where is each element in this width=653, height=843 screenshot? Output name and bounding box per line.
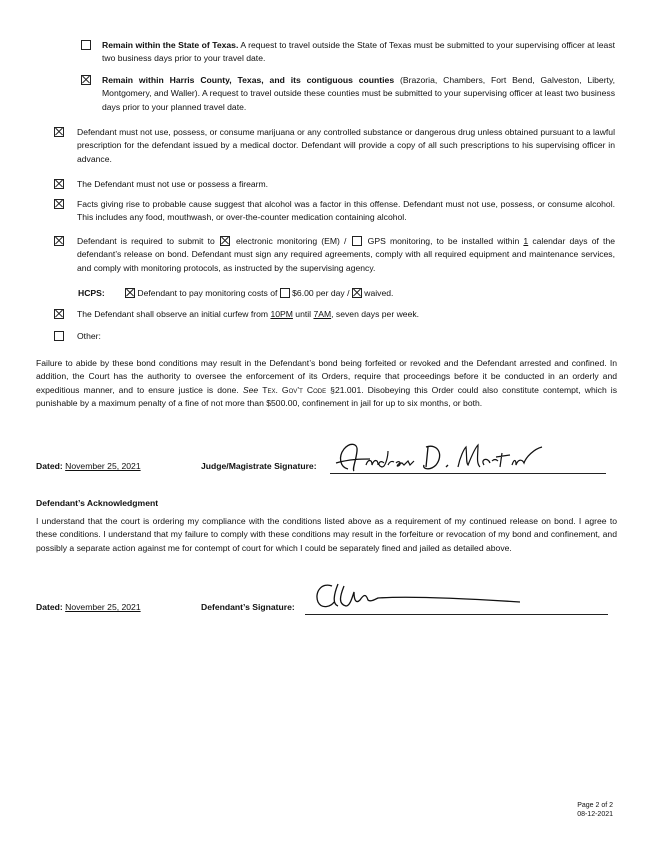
checkbox-alcohol[interactable] <box>54 199 64 209</box>
acknowledgment-title: Defendant’s Acknowledgment <box>36 498 159 508</box>
failure-paragraph <box>36 357 617 410</box>
curfew-from: 10PM <box>270 309 293 319</box>
checkbox-curfew[interactable] <box>54 309 64 319</box>
defendant-signature-label: Defendant’s Signature: <box>201 602 295 612</box>
hcps-line <box>78 287 598 300</box>
condition-other <box>54 330 615 343</box>
judge-dated-label: Dated: <box>36 461 63 471</box>
hcps-text-2: $6.00 per day / <box>289 288 352 298</box>
hcps-label: HCPS: <box>78 288 105 298</box>
condition-harris-text <box>102 74 615 114</box>
failure-see: See <box>242 384 259 395</box>
defendant-signature <box>308 578 528 614</box>
monitoring-days: 1 <box>523 236 529 246</box>
defendant-date: November 25, 2021 <box>65 602 141 612</box>
defendant-signature-line <box>305 614 608 615</box>
condition-harris-heading: Remain within Harris County, Texas, and its contiguous counties <box>102 75 395 85</box>
judge-signature-drawing <box>330 437 560 477</box>
curfew-text-1: The Defendant shall observe an initial curfew from <box>77 309 271 319</box>
condition-texas-heading: Remain within the State of Texas. <box>102 40 239 50</box>
checkbox-monitoring[interactable] <box>54 236 64 246</box>
checkbox-texas[interactable] <box>81 40 91 50</box>
condition-alcohol-text: Facts giving rise to probable cause suggest that alcohol was a factor in this offense. Defendant must not use, possess, or consume alcohol. This includes any food, mouthwash, or over-the-counter medication containing alcohol. <box>77 199 615 223</box>
condition-firearm <box>54 178 615 191</box>
judge-signature <box>330 437 560 477</box>
curfew-until: 7AM <box>313 309 332 319</box>
acknowledgment-text: I understand that the court is ordering my compliance with the conditions listed above as a requirement of my continued release on bond. I agree to these conditions. I understand that my failure to comply with these conditions may result in the forfeiture or revocation of my bond and confinement, and possibly a separate action against me for contempt of court for which I could be separately fined and jailed as detailed above. <box>36 516 617 553</box>
condition-harris <box>81 74 615 114</box>
checkbox-hcps-cost[interactable] <box>280 288 290 298</box>
condition-curfew-text <box>77 308 419 321</box>
checkbox-firearm[interactable] <box>54 179 64 189</box>
curfew-text-2: until <box>292 309 314 319</box>
checkbox-electronic-monitoring[interactable] <box>220 236 230 246</box>
hcps-text-1: Defendant to pay monitoring costs of <box>135 288 280 298</box>
judge-date: November 25, 2021 <box>65 461 141 471</box>
page-footer <box>577 801 613 820</box>
form-revision-date: 08-12-2021 <box>577 811 613 819</box>
checkbox-gps-monitoring[interactable] <box>352 236 362 246</box>
defendant-dated <box>36 601 141 614</box>
checkbox-other[interactable] <box>54 331 64 341</box>
failure-text-1: Failure to abide by these bond conditions may result in the Defendant’s bond being forfeited or revoked and the Defendant arrested and confined. In addition, the Court has the authority to oversee the enforcement of its Orders, require that proceedings before it be conducted in an orderly and expeditious manner, and to ensure justice is done. <box>36 358 617 395</box>
condition-other-text: Other: <box>77 331 101 341</box>
checkbox-hcps-waived[interactable] <box>352 288 362 298</box>
condition-harris-body: (Brazoria, Chambers, Fort Bend, Galveston, Liberty, Montgomery, and Waller). A request to travel outside these counties must be submitted to your supervising officer at least two business days prior to your planned travel date. <box>102 75 615 112</box>
condition-monitoring <box>54 235 615 275</box>
curfew-text-3: , seven days per week. <box>331 309 420 319</box>
condition-texas-body: A request to travel outside the State of Texas must be submitted to your supervising officer at least two business days prior to your travel date. <box>102 40 615 64</box>
monitoring-text-2: electronic monitoring (EM) / <box>231 236 351 246</box>
condition-alcohol <box>54 198 615 225</box>
monitoring-text-3: GPS monitoring, to be installed within <box>363 236 524 246</box>
monitoring-text-4: calendar days of the defendant’s release on bond. Defendant must sign any required agreements, comply with all required equipment and maintenance services, and comply with monitoring protocols, as instructed by the supervising agency. <box>77 236 616 273</box>
monitoring-text-1: Defendant is required to submit to <box>77 236 219 246</box>
checkbox-hcps-pay[interactable] <box>125 288 135 298</box>
condition-marijuana <box>54 126 615 166</box>
condition-monitoring-text <box>77 235 615 275</box>
judge-dated <box>36 460 141 473</box>
defendant-dated-label: Dated: <box>36 602 63 612</box>
failure-code-citation: Tex. Gov’t Code <box>262 384 327 395</box>
condition-texas <box>81 39 615 66</box>
failure-text-2: §21.001. Disobeying this Order could also constitute contempt, which is punishable by a maximum penalty of a fine of not more than $500.00, confinement in jail for up to six months, or both. <box>36 384 617 408</box>
hcps-text-3: waived. <box>361 288 394 298</box>
checkbox-harris[interactable] <box>81 75 91 85</box>
checkbox-marijuana[interactable] <box>54 127 64 137</box>
condition-texas-text <box>102 39 615 66</box>
condition-curfew <box>54 308 615 321</box>
defendant-signature-drawing <box>308 578 528 614</box>
condition-marijuana-text: Defendant must not use, possess, or consume marijuana or any controlled substance or dangerous drug unless obtained pursuant to a lawful prescription for the defendant issued by a medical doctor. Defendant will provide a copy of all such prescriptions to his supervising officer in advance. <box>77 127 615 164</box>
judge-signature-label: Judge/Magistrate Signature: <box>201 461 317 471</box>
page-number: Page 2 of 2 <box>577 802 613 809</box>
condition-firearm-text: The Defendant must not use or possess a firearm. <box>77 179 269 189</box>
